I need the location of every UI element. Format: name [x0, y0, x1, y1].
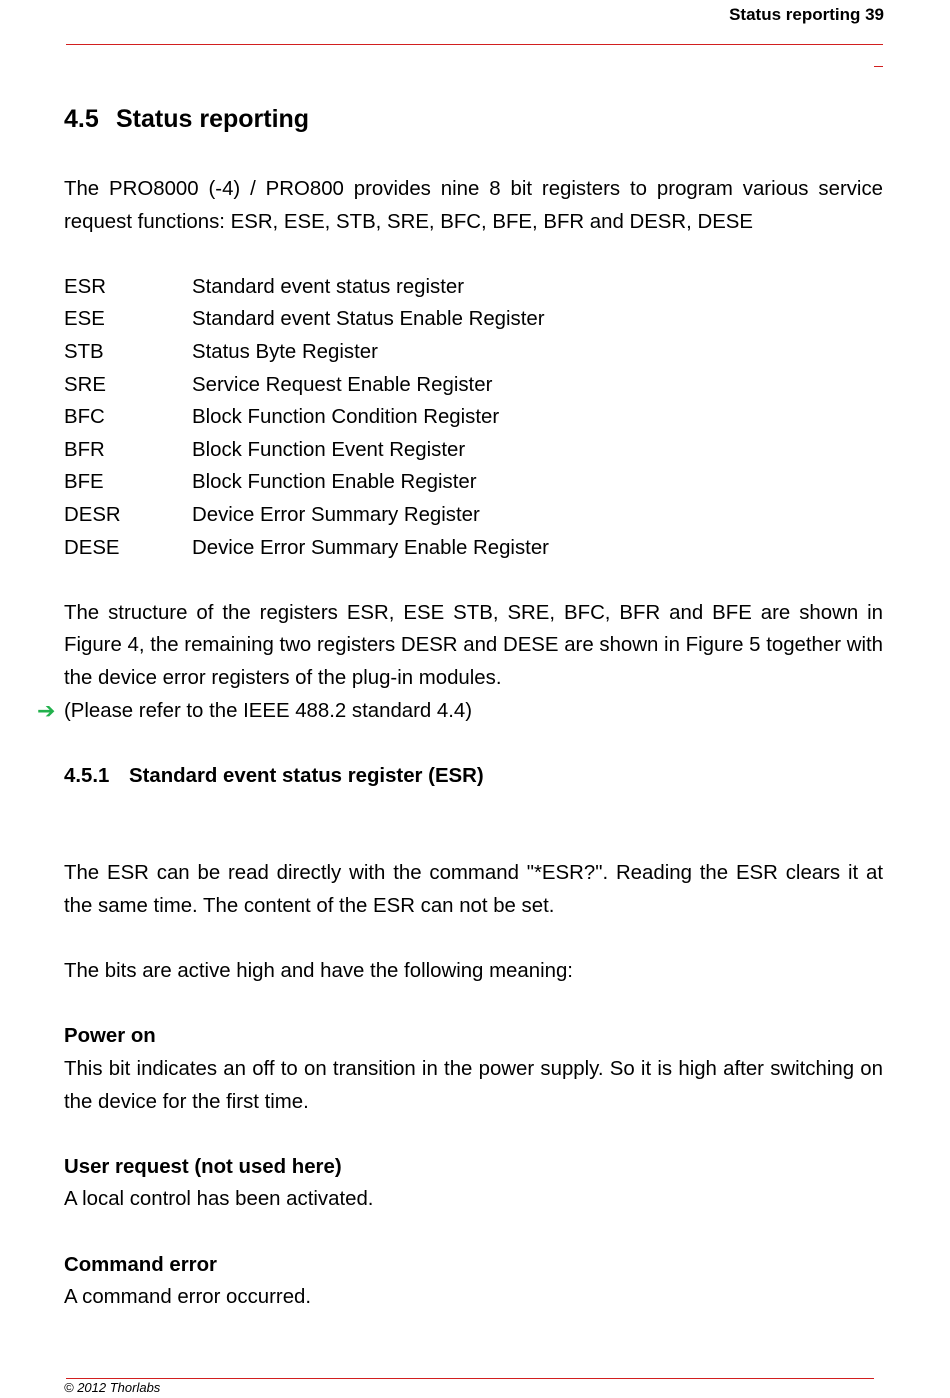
register-abbr: BFE [64, 471, 104, 494]
subsection-title: Standard event status register (ESR) [129, 764, 484, 787]
bit-entry [64, 1020, 883, 1118]
register-name: Device Error Summary Enable Register [192, 536, 549, 559]
bit-term: Command error [64, 1253, 217, 1276]
bit-entry [64, 1249, 883, 1314]
register-name: Standard event status register [192, 275, 465, 298]
section-title: Status reporting [116, 105, 310, 133]
register-row [64, 499, 883, 532]
footer-rule [66, 1378, 874, 1379]
bit-description: A local control has been activated. [64, 1188, 374, 1211]
bit-description: This bit indicates an off to on transition in the power supply. So it is high after switching on the device for the first time. [64, 1058, 883, 1113]
register-abbr: DESR [64, 503, 121, 526]
running-header-title: Status reporting 39 [729, 5, 884, 24]
register-row [64, 466, 883, 499]
register-list [64, 271, 883, 564]
arrow-right-icon: ➔ [37, 697, 56, 723]
intro-paragraph: The PRO8000 (-4) / PRO800 provides nine 8 bit registers to program various service request functions: ESR, ESE, STB, SRE, BFC, BFE, BFR and DESR, DESE [64, 178, 883, 233]
register-row [64, 369, 883, 402]
register-name: Block Function Condition Register [192, 406, 500, 429]
register-name: Status Byte Register [192, 340, 378, 363]
reference-note [37, 695, 883, 728]
register-row [64, 303, 883, 336]
subsection-heading [64, 760, 883, 793]
register-name: Standard event Status Enable Register [192, 308, 545, 331]
register-row [64, 532, 883, 565]
register-abbr: STB [64, 340, 104, 363]
register-name: Service Request Enable Register [192, 373, 493, 396]
bit-description: A command error occurred. [64, 1286, 312, 1309]
register-name: Device Error Summary Register [192, 503, 480, 526]
register-abbr: DESE [64, 536, 120, 559]
register-name: Block Function Enable Register [192, 471, 477, 494]
register-abbr: ESR [64, 275, 106, 298]
register-abbr: ESE [64, 308, 105, 331]
register-row [64, 434, 883, 467]
section-heading [64, 101, 883, 137]
bit-entry [64, 1151, 883, 1216]
register-name: Block Function Event Register [192, 438, 466, 461]
header-rule-tick [874, 66, 883, 67]
bit-term: Power on [64, 1025, 156, 1048]
subsection-number: 4.5.1 [64, 764, 110, 787]
bits-intro: The bits are active high and have the following meaning: [64, 960, 573, 983]
page-body [37, 101, 883, 1314]
register-abbr: SRE [64, 373, 106, 396]
header-rule [66, 44, 883, 45]
section-number: 4.5 [64, 105, 99, 133]
bit-term: User request (not used here) [64, 1155, 342, 1178]
structure-paragraph: The structure of the registers ESR, ESE STB, SRE, BFC, BFR and BFE are shown in Figure 4, the remaining two registers DESR and DESE are shown in Figure 5 together with the device error registers of the plug-in modules. [64, 601, 883, 689]
reference-text: (Please refer to the IEEE 488.2 standard 4.4) [64, 699, 473, 722]
esr-read-paragraph: The ESR can be read directly with the command "*ESR?". Reading the ESR clears it at the same time. The content of the ESR can not be set. [64, 862, 883, 918]
footer-copyright: © 2012 Thorlabs [64, 1380, 161, 1395]
register-row [64, 401, 883, 434]
register-row [64, 271, 883, 304]
register-abbr: BFC [64, 406, 105, 429]
register-row [64, 336, 883, 369]
register-abbr: BFR [64, 438, 105, 461]
